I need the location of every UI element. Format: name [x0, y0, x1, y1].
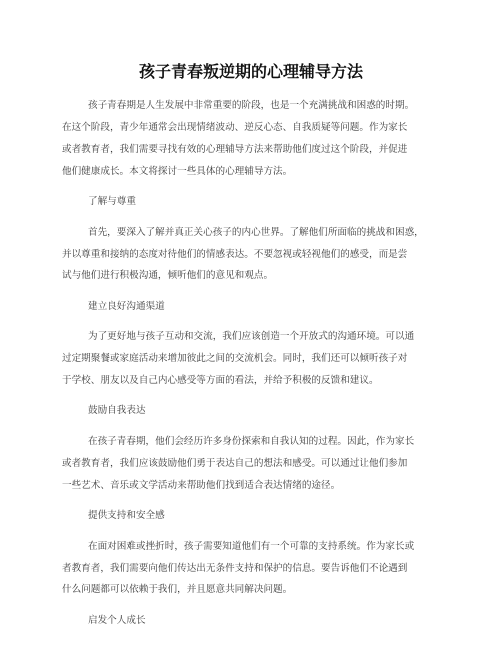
section-line: 于学校、朋友以及自己内心感受等方面的看法，并给予积极的反馈和建议。 [62, 375, 379, 386]
section-line: 什么问题都可以依赖于我们，并且愿意共同解决问题。 [62, 584, 293, 595]
intro-line: 他们健康成长。本文将探讨一些具体的心理辅导方法。 [62, 166, 293, 177]
section-heading: 了解与尊重 [88, 196, 136, 207]
section-line: 者教育者，我们需要向他们传达出无条件支持和保护的信息。要告诉他们不论遇到 [62, 563, 408, 574]
section-line: 过定期聚餐或家庭活动来增加彼此之间的交流机会。同时，我们还可以倾听孩子对 [62, 353, 408, 364]
section-line: 在面对困难或挫折时，孩子需要知道他们有一个可靠的支持系统。作为家长或 [88, 541, 415, 552]
section-heading: 建立良好沟通渠道 [88, 301, 165, 312]
section-line: 为了更好地与孩子互动和交流，我们应该创造一个开放式的沟通环境。可以通 [88, 331, 415, 342]
intro-line: 或者教育者，我们需要寻找有效的心理辅导方法来帮助他们度过这个阶段，并促进 [62, 144, 408, 155]
document-title: 孩子青春叛逆期的心理辅导方法 [138, 62, 363, 81]
section-line: 或者教育者，我们应该鼓励他们勇于表达自己的想法和感受。可以通过让他们参加 [62, 458, 408, 469]
section-heading: 启发个人成长 [88, 615, 146, 626]
section-line: 首先，要深入了解并真正关心孩子的内心世界。了解他们所面临的挑战和困惑， [88, 227, 424, 238]
intro-line: 在这个阶段，青少年通常会出现情绪波动、逆反心态、自我质疑等问题。作为家长 [62, 122, 408, 133]
intro-line: 孩子青春期是人生发展中非常重要的阶段，也是一个充满挑战和困惑的时期。 [88, 100, 415, 111]
section-heading: 提供支持和安全感 [88, 510, 165, 521]
section-line: 一些艺术、音乐或文学活动来帮助他们找到适合表达情绪的途径。 [62, 480, 341, 491]
section-heading: 鼓励自我表达 [88, 405, 146, 416]
section-line: 试与他们进行积极沟通，倾听他们的意见和观点。 [62, 270, 274, 281]
section-line: 并以尊重和接纳的态度对待他们的情感表达。不要忽视或轻视他们的感受，而是尝 [62, 249, 408, 260]
section-line: 在孩子青春期，他们会经历许多身份探索和自我认知的过程。因此，作为家长 [88, 436, 415, 447]
